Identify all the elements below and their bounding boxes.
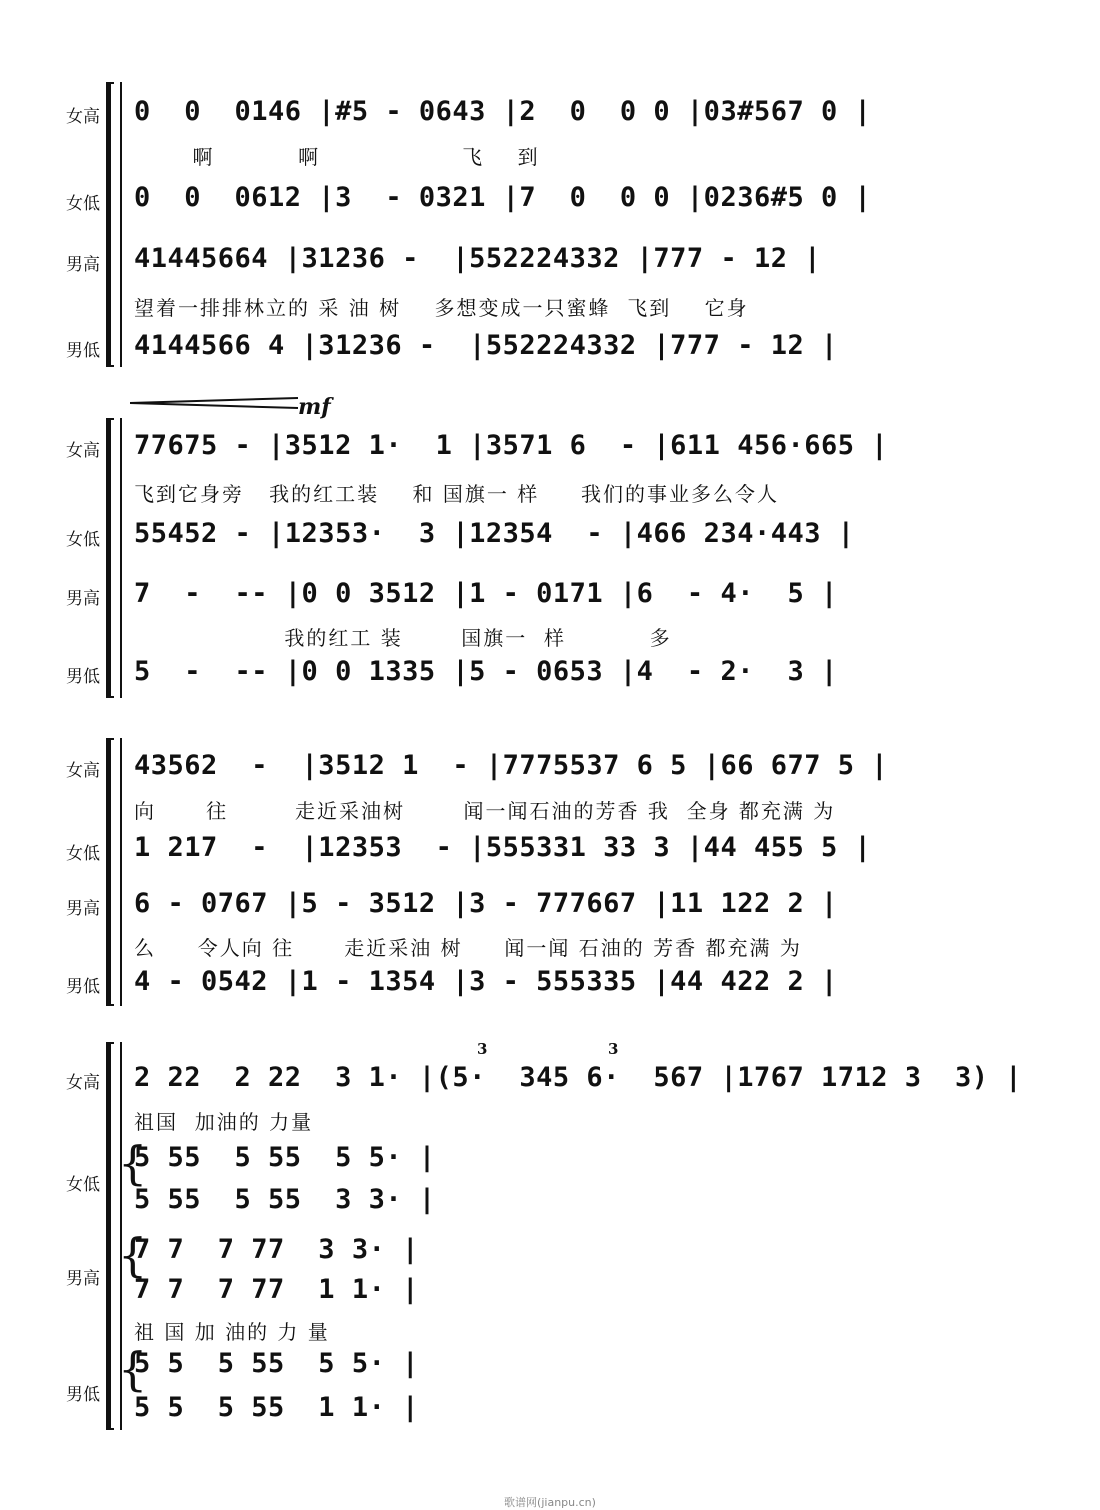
system-line <box>120 738 122 1006</box>
bass-upper-notes: 5 5 5 55 5 5· | <box>134 1348 419 1379</box>
soprano-notes: 2 22 2 22 3 1· |(5· 345 6· 567 |1767 1712 3 3) | <box>134 1062 1023 1093</box>
voice-label-bass: 男低 <box>66 977 100 997</box>
tenor-notes: 6 - 0767 |5 - 3512 |3 - 777667 |11 122 2 | <box>134 888 838 919</box>
divisi-brace: { <box>118 1228 148 1282</box>
tenor-lyric: 望着一排排林立的 采 油 树 多想变成一只蜜蜂 飞到 它身 <box>134 296 749 320</box>
divisi-brace: { <box>118 1136 148 1190</box>
tenor-notes: 7 - -- |0 0 3512 |1 - 0171 |6 - 4· 5 | <box>134 578 838 609</box>
tenor-notes: 41445664 |31236 - |552224332 |777 - 12 | <box>134 243 821 274</box>
bass-notes: 5 - -- |0 0 1335 |5 - 0653 |4 - 2· 3 | <box>134 656 838 687</box>
triplet-mark: 3 <box>608 1040 619 1058</box>
system-bracket <box>106 82 114 367</box>
alto-notes: 0 0 0612 |3 - 0321 |7 0 0 0 |0236#5 0 | <box>134 182 872 213</box>
footer-watermark: 歌谱网(jianpu.cn) <box>504 1496 596 1509</box>
tenor-upper-notes: 7 7 7 77 3 3· | <box>134 1234 419 1265</box>
tenor-lower-notes: 7 7 7 77 1 1· | <box>134 1274 419 1305</box>
soprano-notes: 43562 - |3512 1 - |7775537 6 5 |66 677 5 | <box>134 750 888 781</box>
tenor-lyric: 祖 国 加 油的 力 量 <box>134 1320 330 1344</box>
voice-label-bass: 男低 <box>66 667 100 687</box>
soprano-lyric: 啊 啊 飞 到 <box>134 145 540 169</box>
triplet-mark: 3 <box>477 1040 488 1058</box>
voice-label-soprano: 女高 <box>66 1073 100 1093</box>
voice-label-soprano: 女高 <box>66 441 100 461</box>
soprano-lyric: 飞到它身旁 我的红工装 和 国旗一 样 我们的事业多么令人 <box>134 482 780 506</box>
alto-notes: 1 217 - |12353 - |555331 33 3 |44 455 5 | <box>134 832 872 863</box>
voice-label-alto: 女低 <box>66 530 100 550</box>
alto-lower-notes: 5 55 5 55 3 3· | <box>134 1184 436 1215</box>
system-line <box>120 82 122 367</box>
bass-notes: 4 - 0542 |1 - 1354 |3 - 555335 |44 422 2 | <box>134 966 838 997</box>
voice-label-soprano: 女高 <box>66 761 100 781</box>
soprano-lyric: 向 往 走近采油树 闻一闻石油的芳香 我 全身 都充满 为 <box>134 799 836 823</box>
alto-notes: 55452 - |12353· 3 |12354 - |466 234·443 | <box>134 518 855 549</box>
system-bracket <box>106 738 114 1006</box>
voice-label-alto: 女低 <box>66 194 100 214</box>
tenor-lyric: 么 令人向 往 走近采油 树 闻一闻 石油的 芳香 都充满 为 <box>134 936 802 960</box>
tenor-lyric: 我的红工 装 国旗一 样 多 <box>134 626 672 650</box>
crescendo-hairpin <box>130 396 300 410</box>
voice-label-alto: 女低 <box>66 844 100 864</box>
voice-label-tenor: 男高 <box>66 899 100 919</box>
voice-label-tenor: 男高 <box>66 1269 100 1289</box>
system-line <box>120 418 122 698</box>
voice-label-bass: 男低 <box>66 1385 100 1405</box>
dynamic-mark: mf <box>298 394 331 420</box>
voice-label-soprano: 女高 <box>66 107 100 127</box>
soprano-notes: 0 0 0146 |#5 - 0643 |2 0 0 0 |03#567 0 | <box>134 96 872 127</box>
voice-label-bass: 男低 <box>66 341 100 361</box>
bass-lower-notes: 5 5 5 55 1 1· | <box>134 1392 419 1423</box>
voice-label-tenor: 男高 <box>66 589 100 609</box>
alto-upper-notes: 5 55 5 55 5 5· | <box>134 1142 436 1173</box>
soprano-lyric: 祖国 加油的 力量 <box>134 1110 314 1134</box>
system-bracket <box>106 1042 114 1430</box>
system-bracket <box>106 418 114 698</box>
soprano-notes: 77675 - |3512 1· 1 |3571 6 - |611 456·665 | <box>134 430 888 461</box>
bass-notes: 4144566 4 |31236 - |552224332 |777 - 12 | <box>134 330 838 361</box>
voice-label-tenor: 男高 <box>66 255 100 275</box>
divisi-brace: { <box>118 1342 148 1396</box>
voice-label-alto: 女低 <box>66 1175 100 1195</box>
